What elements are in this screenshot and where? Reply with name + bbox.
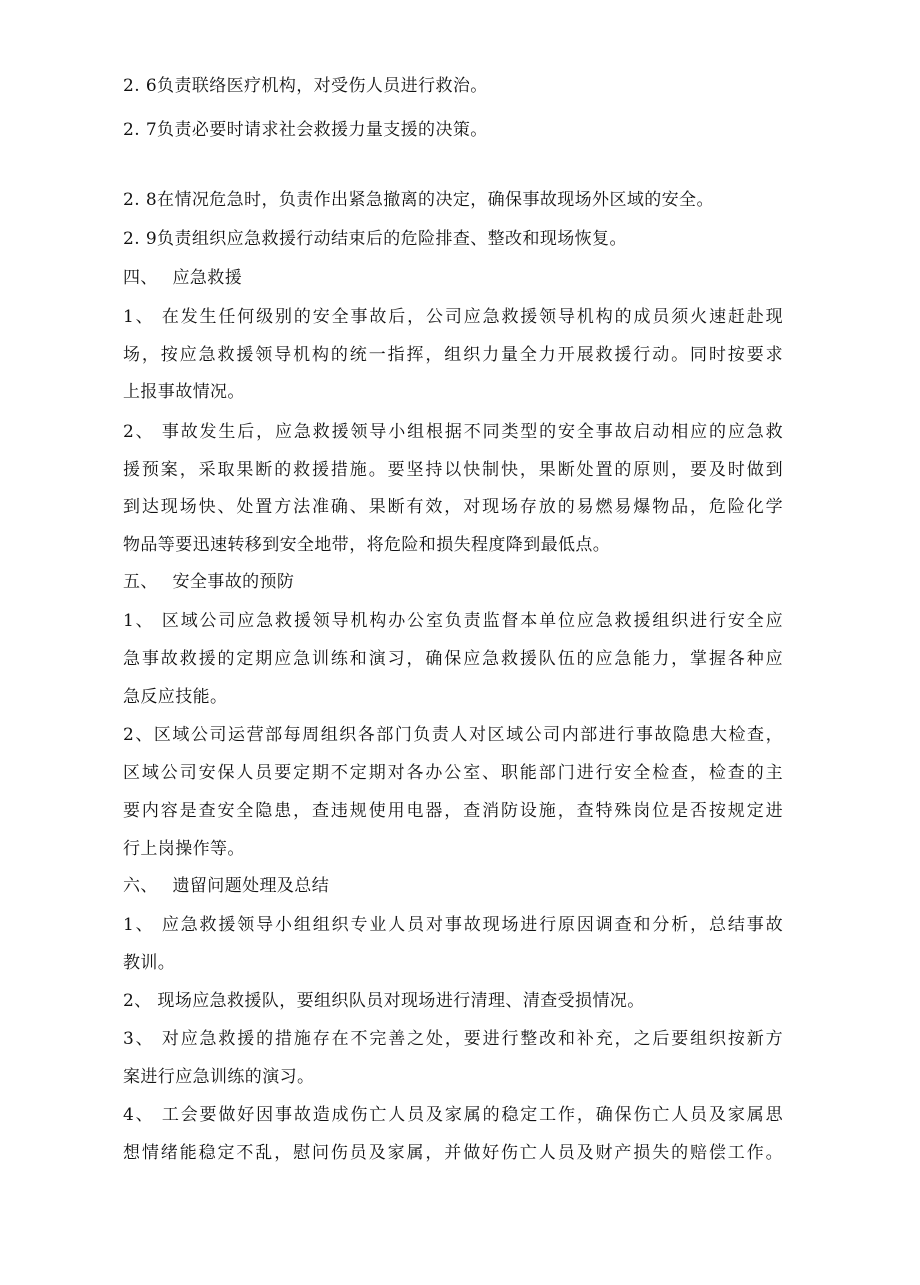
paragraph-line: 援预案，采取果断的救援措施。要坚持以快制快，果断处置的原则，要及时做到 (123, 460, 783, 480)
paragraph-line: 2、区域公司运营部每周组织各部门负责人对区域公司内部进行事故隐患大检查， (123, 725, 783, 745)
paragraph-line: 区域公司安保人员要定期不定期对各办公室、职能部门进行安全检查，检查的主 (123, 763, 783, 783)
paragraph-line: 1、 在发生任何级别的安全事故后，公司应急救援领导机构的成员须火速赶赴现 (123, 307, 783, 327)
paragraph-line: 场，按应急救援领导机构的统一指挥，组织力量全力开展救援行动。同时按要求 (123, 345, 783, 365)
paragraph-line: 急事故救援的定期应急训练和演习，确保应急救援队伍的应急能力，掌握各种应 (123, 649, 783, 669)
paragraph-line: 案进行应急训练的演习。 (123, 1067, 315, 1087)
item-2-7: 2. 7负责必要时请求社会救援力量支援的决策。 (123, 120, 488, 140)
item-2-8: 2. 8在情况危急时，负责作出紧急撤离的决定，确保事故现场外区域的安全。 (123, 190, 714, 210)
paragraph-line: 3、 对应急救援的措施存在不完善之处，要进行整改和补充，之后要组织按新方 (123, 1029, 783, 1049)
item-2-6: 2. 6负责联络医疗机构，对受伤人员进行救治。 (123, 76, 488, 96)
paragraph-line: 行上岗操作等。 (123, 839, 245, 859)
paragraph-line: 物品等要迅速转移到安全地带，将危险和损失程度降到最低点。 (123, 535, 611, 555)
section-heading-6: 六、 遗留问题处理及总结 (123, 876, 330, 896)
paragraph-line: 教训。 (123, 953, 176, 973)
paragraph-line: 想情绪能稳定不乱，慰问伤员及家属，并做好伤亡人员及财产损失的赔偿工作。 (123, 1143, 783, 1163)
paragraph-line: 1、 区域公司应急救援领导机构办公室负责监督本单位应急救援组织进行安全应 (123, 611, 783, 631)
paragraph-line: 4、 工会要做好因事故造成伤亡人员及家属的稳定工作，确保伤亡人员及家属思 (123, 1105, 783, 1125)
paragraph-line: 急反应技能。 (123, 687, 228, 707)
item-2-9: 2. 9负责组织应急救援行动结束后的危险排查、整改和现场恢复。 (123, 229, 627, 249)
paragraph-line: 到达现场快、处置方法准确、果断有效，对现场存放的易燃易爆物品，危险化学 (123, 497, 783, 517)
paragraph-line: 2、 现场应急救援队，要组织队员对现场进行清理、清查受损情况。 (123, 991, 645, 1011)
paragraph-line: 1、 应急救援领导小组组织专业人员对事故现场进行原因调查和分析，总结事故 (123, 915, 783, 935)
section-heading-5: 五、 安全事故的预防 (123, 572, 295, 592)
section-heading-4: 四、 应急救援 (123, 268, 243, 288)
paragraph-line: 要内容是查安全隐患，查违规使用电器，查消防设施，查特殊岗位是否按规定进 (123, 801, 783, 821)
paragraph-line: 2、 事故发生后，应急救援领导小组根据不同类型的安全事故启动相应的应急救 (123, 422, 783, 442)
paragraph-line: 上报事故情况。 (123, 382, 245, 402)
